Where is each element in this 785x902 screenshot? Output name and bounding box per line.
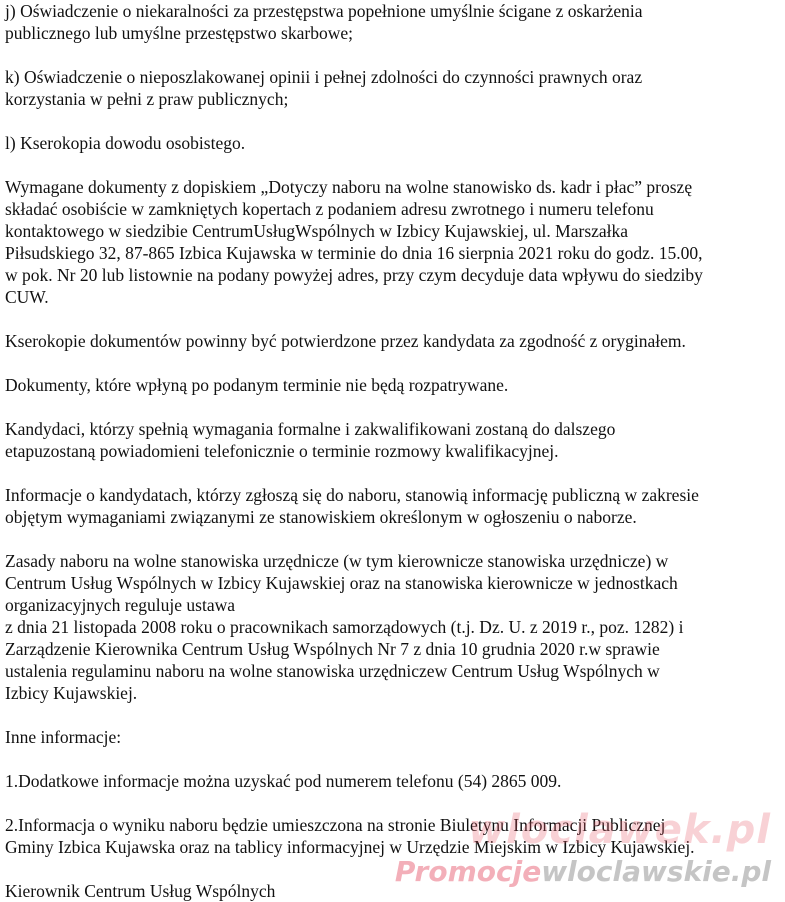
text-line: ustalenia regulaminu naboru na wolne stanowiska urzędniczew Centrum Usług Wspólnych w [5, 661, 660, 681]
text-line: Inne informacje: [5, 727, 122, 747]
text-line: z dnia 21 listopada 2008 roku o pracownikach samorządowych (t.j. Dz. U. z 2019 r., poz. 1282) i [5, 617, 684, 637]
text-line: CUW. [5, 287, 49, 307]
text-line: Kierownik Centrum Usług Wspólnych [5, 881, 276, 901]
text-line: korzystania w pełni z praw publicznych; [5, 89, 289, 109]
signature [5, 880, 780, 902]
text-line: Zasady naboru na wolne stanowiska urzędnicze (w tym kierownicze stanowiska urzędnicze) w [5, 551, 669, 571]
text-line: publicznego lub umyślne przestępstwo skarbowe; [5, 23, 353, 43]
paragraph-copies [5, 330, 780, 352]
text-line: k) Oświadczenie o nieposzlakowanej opinii i pełnej zdolności do czynności prawnych oraz [5, 67, 643, 87]
paragraph-item-k [5, 66, 780, 110]
text-line: Kserokopie dokumentów powinny być potwierdzone przez kandydata za zgodność z oryginałem. [5, 331, 686, 351]
watermark-wloclawek: wloclawek.pl [468, 807, 771, 853]
text-line: w pok. Nr 20 lub listownie na podany powyżej adres, przy czym decyduje data wpływu do siedziby [5, 265, 703, 285]
text-line: 2.Informacja o wyniku naboru będzie umieszczona na stronie Biuletynu Informacji Publicznej [5, 815, 666, 835]
text-line: Piłsudskiego 32, 87-865 Izbica Kujawska w terminie do dnia 16 sierpnia 2021 roku do godz. 15.00, [5, 243, 703, 263]
text-line: 1.Dodatkowe informacje można uzyskać pod numerem telefonu (54) 2865 009. [5, 771, 562, 791]
paragraph-late-documents [5, 374, 780, 396]
text-line: Kandydaci, którzy spełnią wymagania formalne i zakwalifikowani zostaną do dalszego [5, 419, 616, 439]
paragraph-public-info [5, 484, 780, 528]
text-line: Izbicy Kujawskiej. [5, 683, 138, 703]
paragraph-item-l [5, 132, 780, 154]
watermark-part-wloclawskie: wloclawskie.pl [541, 855, 771, 888]
paragraph-item-j [5, 0, 780, 44]
text-line: Centrum Usług Wspólnych w Izbicy Kujawskiej oraz na stanowiska kierownicze w jednostkach [5, 573, 678, 593]
text-line: Dokumenty, które wpłyną po podanym terminie nie będą rozpatrywane. [5, 375, 509, 395]
text-line: Gminy Izbica Kujawska oraz na tablicy informacyjnej w Urzędzie Miejskim w Izbicy Kujawskiej. [5, 837, 695, 857]
paragraph-rules [5, 550, 780, 704]
text-line: l) Kserokopia dowodu osobistego. [5, 133, 246, 153]
text-line: objętym wymaganiami związanymi ze stanowiskiem określonym w ogłoszeniu o naborze. [5, 507, 637, 527]
text-line: etapuzostaną powiadomieni telefonicznie o terminie rozmowy kwalifikacyjnej. [5, 441, 559, 461]
heading-other-information [5, 726, 780, 748]
document-body [5, 0, 780, 902]
text-line: j) Oświadczenie o niekaralności za przestępstwa popełnione umyślnie ścigane z oskarżenia [5, 1, 643, 21]
paragraph-info-1 [5, 770, 780, 792]
text-line: organizacyjnych reguluje ustawa [5, 595, 236, 615]
text-line: kontaktowego w siedzibie CentrumUsługWspólnych w Izbicy Kujawskiej, ul. Marszałka [5, 221, 629, 241]
paragraph-info-2 [5, 814, 780, 858]
text-line: Wymagane dokumenty z dopiskiem „Dotyczy naboru na wolne stanowisko ds. kadr i płac” proszę [5, 177, 693, 197]
text-line: składać osobiście w zamkniętych kopertach z podaniem adresu zwrotnego i numeru telefonu [5, 199, 654, 219]
text-line: Zarządzenie Kierownika Centrum Usług Wspólnych Nr 7 z dnia 10 grudnia 2020 r.w sprawie [5, 639, 660, 659]
paragraph-submission [5, 176, 780, 308]
text-line: Informacje o kandydatach, którzy zgłoszą się do naboru, stanowią informację publiczną w zakresie [5, 485, 699, 505]
watermark-part-promocje: Promocje [394, 855, 542, 888]
paragraph-candidates [5, 418, 780, 462]
